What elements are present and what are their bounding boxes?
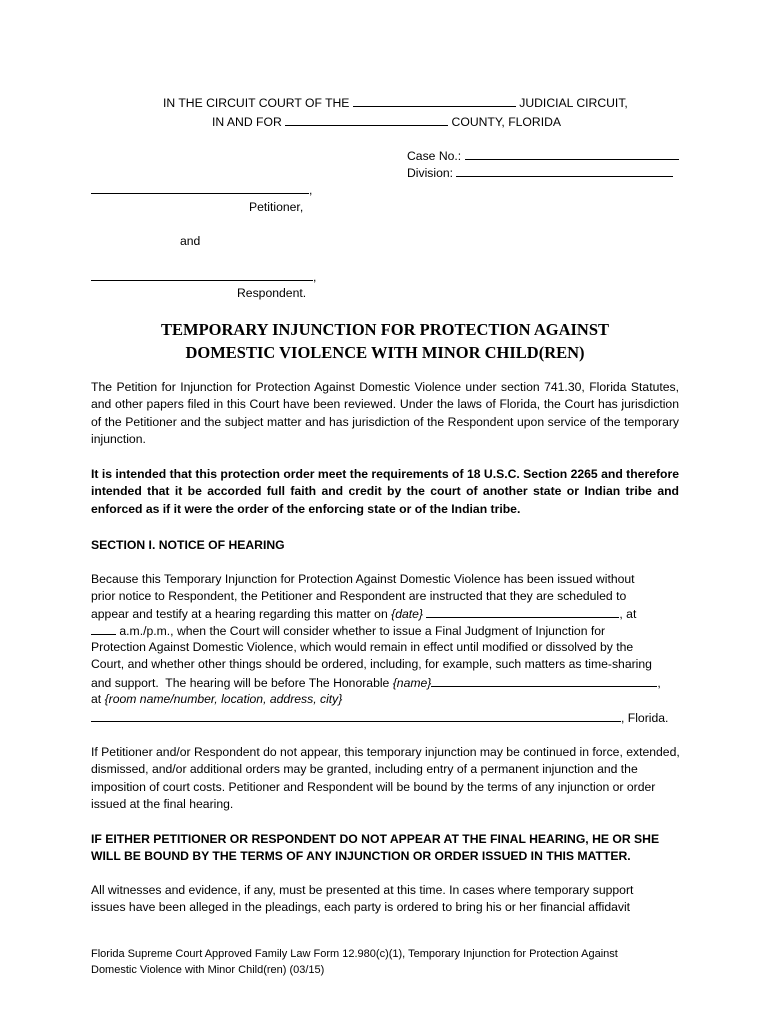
court-header-suffix: JUDICIAL CIRCUIT, — [519, 96, 628, 110]
judge-text: and support. The hearing will be before The Honorable — [91, 676, 393, 690]
hearing-line-7 — [91, 675, 661, 690]
hearing-at-text: , at — [619, 607, 637, 621]
judge-comma: , — [657, 676, 661, 690]
hearing-time-text: a.m./p.m., when the Court will consider whether to issue a Final Judgment of Injunction for — [119, 624, 606, 638]
division-blank[interactable] — [456, 165, 673, 177]
footer-line-2: Domestic Violence with Minor Child(ren) (03/15) — [91, 964, 325, 976]
nonappear-paragraph: If Petitioner and/or Respondent do not appear, this temporary injunction may be continued in force, extended, dismissed, and/or additional orders may be granted, including entry of a permanent injunction and the imposition of court costs. Petitioner and Respondent will be bound by the terms of any injunction or order issued at the final hearing. — [91, 745, 680, 811]
at-text: at — [91, 692, 105, 706]
court-header-line1 — [163, 95, 628, 110]
hearing-line-2: prior notice to Respondent, the Petitioner and Respondent are instructed that they are scheduled to — [91, 589, 627, 603]
form-footer — [91, 946, 691, 978]
division-row — [407, 165, 673, 180]
section-1-heading: SECTION I. NOTICE OF HEARING — [91, 538, 285, 552]
court-header-line2 — [212, 114, 561, 129]
respondent-label: Respondent. — [237, 286, 307, 300]
petitioner-name-blank[interactable] — [91, 182, 309, 194]
division-label: Division: — [407, 166, 454, 180]
respondent-name-blank[interactable] — [91, 269, 313, 281]
location-blank[interactable] — [91, 710, 621, 722]
petitioner-name-row — [91, 182, 312, 197]
circuit-blank[interactable] — [353, 95, 516, 107]
witnesses-line-2: issues have been alleged in the pleadings, each party is ordered to bring his or her financial affidavit — [91, 900, 631, 914]
document-title-line2: DOMESTIC VIOLENCE WITH MINOR CHILD(REN) — [185, 343, 585, 362]
hearing-line-1: Because this Temporary Injunction for Protection Against Domestic Violence has been issued without — [91, 572, 635, 586]
hearing-line-9 — [91, 710, 668, 725]
hearing-time-blank[interactable] — [91, 623, 116, 635]
judge-name-blank[interactable] — [431, 675, 657, 687]
case-no-blank[interactable] — [465, 148, 679, 160]
faith-credit-paragraph: It is intended that this protection order meet the requirements of 18 U.S.C. Section 2265 and therefore intended that it be accorded full faith and credit by the court of another state or Indian tribe and enforced as if it were the order of the enforcing state or of the Indian tribe. — [91, 467, 679, 516]
warning-paragraph: IF EITHER PETITIONER OR RESPONDENT DO NOT APPEAR AT THE FINAL HEARING, HE OR SHE WILL BE BOUND BY THE TERMS OF ANY INJUNCTION OR ORDER ISSUED IN THIS MATTER. — [91, 832, 660, 864]
respondent-comma: , — [313, 270, 317, 284]
document-title-line1: TEMPORARY INJUNCTION FOR PROTECTION AGAINST — [160, 320, 609, 339]
florida-text: , Florida. — [621, 711, 669, 725]
county-suffix: COUNTY, FLORIDA — [451, 115, 562, 129]
name-label: {name} — [392, 676, 432, 690]
hearing-line-5: Protection Against Domestic Violence, which would remain in effect until modified or dissolved by the — [91, 640, 634, 654]
petitioner-comma: , — [309, 183, 313, 197]
hearing-line-6: Court, and whether other things should be ordered, including, for example, such matters as time-sharing — [91, 657, 652, 671]
case-number-row — [407, 148, 679, 163]
hearing-line-8 — [91, 692, 342, 706]
county-prefix: IN AND FOR — [212, 115, 282, 129]
hearing-line-3 — [91, 606, 636, 621]
hearing-date-text: appear and testify at a hearing regarding this matter on — [91, 607, 392, 621]
county-blank[interactable] — [285, 114, 448, 126]
intro-paragraph: The Petition for Injunction for Protection Against Domestic Violence under section 741.30, Florida Statutes, and other papers filed in this Court have been reviewed. Under the laws of Florida, the Court has jurisdiction of the Petitioner and the subject matter and has jurisdiction of the Respondent upon service of the temporary injunction. — [91, 380, 679, 446]
respondent-name-row — [91, 269, 316, 284]
hearing-date-blank[interactable] — [426, 606, 619, 618]
date-label: {date} — [391, 607, 424, 621]
court-header-prefix: IN THE CIRCUIT COURT OF THE — [163, 96, 350, 110]
and-label: and — [180, 234, 201, 248]
petitioner-label: Petitioner, — [249, 200, 304, 214]
witnesses-line-1: All witnesses and evidence, if any, must be presented at this time. In cases where temporary support — [91, 883, 634, 897]
room-label: {room name/number, location, address, city} — [104, 692, 343, 706]
footer-line-1: Florida Supreme Court Approved Family Law Form 12.980(c)(1), Temporary Injunction for Protection Against — [91, 948, 618, 960]
hearing-line-4 — [91, 623, 605, 638]
case-no-label: Case No.: — [407, 149, 462, 163]
